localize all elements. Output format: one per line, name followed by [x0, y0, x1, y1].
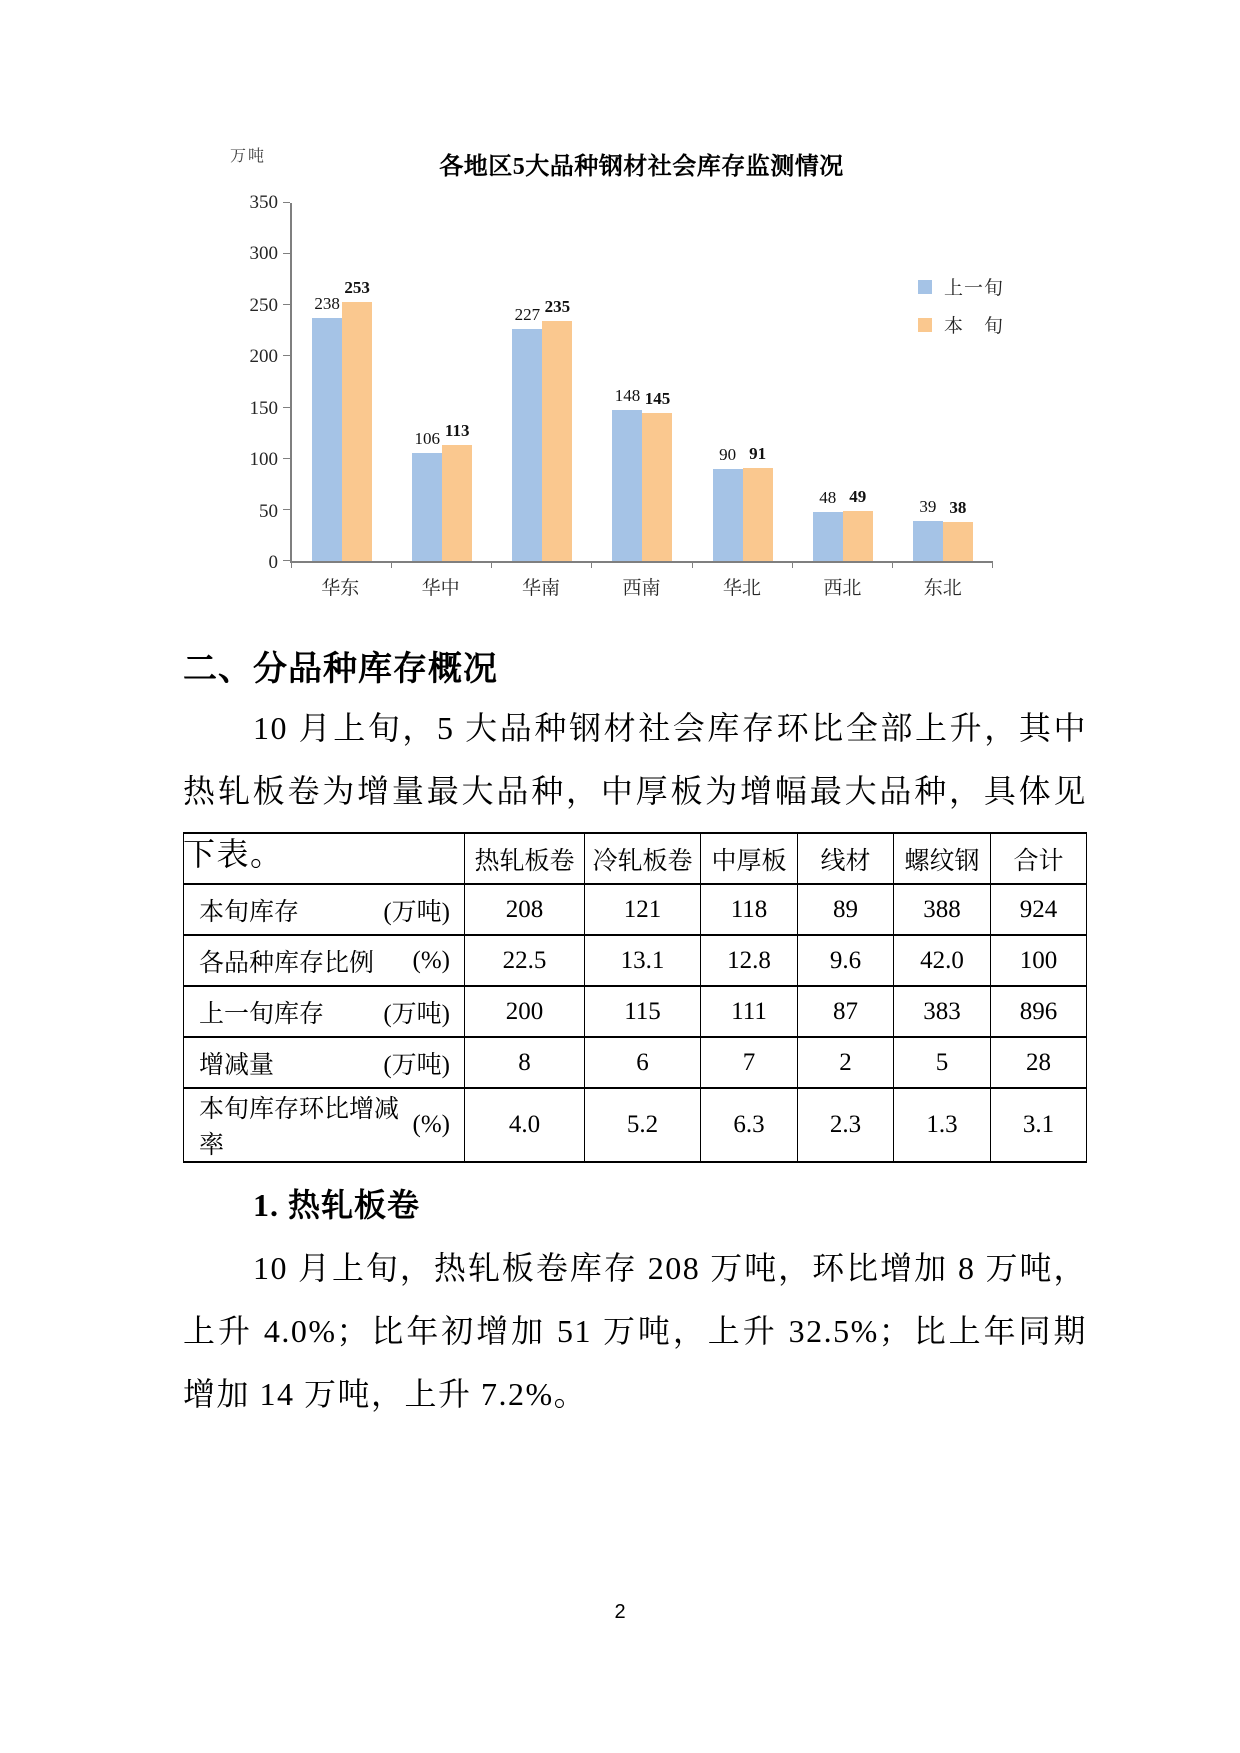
table-value-cell: 12.8: [701, 935, 798, 986]
y-tick-mark: [283, 355, 290, 356]
table-value-cell: 115: [585, 986, 701, 1037]
bar-value-label: 38: [949, 498, 967, 518]
table-value-cell: 22.5: [465, 935, 585, 986]
y-tick-mark: [283, 304, 290, 305]
bar-本旬-华南: [542, 296, 572, 561]
table-value-cell: 5: [894, 1037, 991, 1088]
table-value-cell: 8: [465, 1037, 585, 1088]
bar-value-label: 145: [644, 388, 671, 408]
inventory-table: [183, 832, 1087, 1163]
table-col-header: 冷轧板卷: [585, 833, 701, 884]
bar-group-华中: [392, 203, 492, 561]
table-value-cell: 4.0: [465, 1088, 585, 1162]
row-label-text: 增减量: [199, 1051, 275, 1079]
chart-plot-area: [290, 203, 993, 563]
row-unit-text: (万吨): [383, 1051, 450, 1079]
table-row: [184, 935, 1087, 986]
table-value-cell: 896: [991, 986, 1087, 1037]
table-value-cell: 121: [585, 884, 701, 935]
bar-本旬-华东: [342, 278, 372, 561]
page-number: 2: [614, 1601, 626, 1623]
row-label-cell: [184, 1088, 465, 1162]
table-row: [184, 1088, 1087, 1162]
bar-group-华东: [292, 203, 392, 561]
y-axis-tick-labels: [230, 192, 278, 573]
y-tick-label-350: 350: [249, 192, 278, 213]
table-value-cell: 6.3: [701, 1088, 798, 1162]
x-axis-label-华北: 华北: [722, 578, 761, 599]
x-tick-mark: [491, 561, 492, 568]
table-value-cell: 89: [798, 884, 894, 935]
bar-value-label: 113: [444, 421, 470, 441]
table-value-cell: 7: [701, 1037, 798, 1088]
row-label-cell: [184, 1037, 465, 1088]
y-tick-label-150: 150: [249, 397, 278, 419]
bar-本旬-西南: [642, 388, 672, 561]
row-unit-text: (万吨): [383, 898, 450, 926]
bar-value-label: 106: [414, 428, 440, 448]
row-label-cell: [184, 986, 465, 1037]
y-tick-mark: [283, 560, 290, 561]
x-axis-label-华中: 华中: [421, 578, 460, 599]
y-tick-mark: [283, 407, 290, 408]
chart-unit-label: 万吨: [230, 148, 267, 165]
row-label: [184, 994, 464, 1030]
x-axis-label-东北: 东北: [923, 578, 962, 599]
legend-item-本 旬: [918, 311, 1004, 338]
x-tick-mark: [992, 561, 993, 568]
bar-group-华南: [492, 203, 592, 561]
bar-value-label: 49: [849, 486, 867, 506]
x-axis-category-labels: [290, 573, 993, 600]
row-label-text: 本旬库存环比增减率: [199, 1096, 400, 1159]
bar-本旬-西北: [843, 486, 873, 561]
bar-上一旬-华南: [512, 304, 542, 561]
table-col-header: 合计: [991, 833, 1087, 884]
y-tick-mark: [283, 458, 290, 459]
table-value-cell: 42.0: [894, 935, 991, 986]
bar-value-label: 39: [919, 497, 937, 517]
row-label: [184, 1089, 464, 1161]
bar-上一旬-西北: [813, 487, 843, 561]
y-tick-mark: [283, 509, 290, 510]
bar-group-西北: [793, 203, 893, 561]
bar-value-label: 148: [614, 385, 641, 405]
y-tick-label-100: 100: [249, 449, 278, 471]
y-tick-mark: [283, 202, 290, 203]
bar-上一旬-东北: [913, 497, 943, 561]
bar-group-西南: [592, 203, 692, 561]
x-tick-mark: [291, 561, 292, 568]
x-axis-label-西南: 西南: [622, 578, 661, 599]
table-value-cell: 100: [991, 935, 1087, 986]
table-value-cell: 383: [894, 986, 991, 1037]
bar-value-label: 235: [544, 296, 571, 316]
section-paragraph: 10 月上旬，5 大品种钢材社会库存环比全部上升，其中热轧板卷为增量最大品种，中厚板为增幅最大品种，具体见下表。: [183, 710, 1087, 872]
section-heading: 二、分品种库存概况: [183, 651, 498, 688]
row-label-text: 各品种库存比例: [199, 949, 375, 977]
bar-value-label: 48: [819, 487, 837, 507]
table-value-cell: 2: [798, 1037, 894, 1088]
y-tick-label-300: 300: [249, 243, 278, 265]
row-label: [184, 892, 464, 928]
x-axis-label-西北: 西北: [823, 578, 862, 599]
y-tick-label-200: 200: [249, 346, 278, 368]
x-tick-mark: [692, 561, 693, 568]
row-label-cell: [184, 935, 465, 986]
bar-上一旬-西南: [612, 385, 642, 561]
table-value-cell: 6: [585, 1037, 701, 1088]
y-tick-label-0: 0: [268, 552, 278, 573]
legend-swatch-icon: [918, 280, 932, 294]
x-axis-label-华东: 华东: [321, 578, 360, 599]
x-tick-mark: [391, 561, 392, 568]
row-unit-text: (%): [412, 946, 450, 974]
bar-本旬-东北: [943, 498, 973, 561]
row-label-cell: [184, 884, 465, 935]
bar-value-label: 253: [344, 278, 370, 298]
table-value-cell: 87: [798, 986, 894, 1037]
table-value-cell: 388: [894, 884, 991, 935]
table-value-cell: 5.2: [585, 1088, 701, 1162]
legend-label: 本 旬: [944, 316, 1005, 337]
bar-value-label: 238: [314, 293, 340, 313]
x-tick-mark: [892, 561, 893, 568]
bar-上一旬-华中: [412, 428, 442, 561]
row-label: [184, 943, 464, 979]
bar-上一旬-华北: [713, 444, 743, 561]
x-tick-mark: [591, 561, 592, 568]
table-col-header: 热轧板卷: [465, 833, 585, 884]
bar-本旬-华北: [743, 443, 773, 561]
legend-label: 上一旬: [944, 278, 1005, 299]
table-value-cell: 200: [465, 986, 585, 1037]
bar-本旬-华中: [442, 421, 472, 561]
bar-value-label: 227: [514, 304, 541, 324]
chart-legend: [918, 273, 1004, 349]
subsection-paragraph: 10 月上旬，热轧板卷库存 208 万吨，环比增加 8 万吨，上升 4.0%；比年初增加 51 万吨，上升 32.5%；比上年同期增加 14 万吨，上升 7.2%。: [183, 1250, 1087, 1412]
table-value-cell: 13.1: [585, 935, 701, 986]
table-value-cell: 118: [701, 884, 798, 935]
row-label: [184, 1045, 464, 1081]
bar-上一旬-华东: [312, 293, 342, 561]
table-value-cell: 1.3: [894, 1088, 991, 1162]
table-corner-cell: [184, 833, 465, 884]
row-label-text: 上一旬库存: [199, 1000, 325, 1028]
table-value-cell: 208: [465, 884, 585, 935]
regional-inventory-chart: [230, 140, 1090, 620]
table-col-header: 中厚板: [701, 833, 798, 884]
bar-value-label: 91: [749, 443, 767, 463]
row-unit-text: (万吨): [383, 1000, 450, 1028]
table-header: [184, 833, 1087, 884]
legend-swatch-icon: [918, 318, 932, 332]
x-axis-label-华南: 华南: [522, 578, 561, 599]
table-value-cell: 3.1: [991, 1088, 1087, 1162]
chart-title: 各地区5大品种钢材社会库存监测情况: [439, 154, 844, 180]
legend-item-上一旬: [918, 273, 1004, 300]
table-row: [184, 884, 1087, 935]
y-tick-label-250: 250: [249, 294, 278, 316]
y-tick-mark: [283, 253, 290, 254]
table-value-cell: 9.6: [798, 935, 894, 986]
table-col-header: 螺纹钢: [894, 833, 991, 884]
table-col-header: 线材: [798, 833, 894, 884]
table-value-cell: 111: [701, 986, 798, 1037]
subsection-heading: 1. 热轧板卷: [253, 1187, 421, 1223]
bar-group-东北: [893, 203, 993, 561]
row-label-text: 本旬库存: [199, 898, 300, 926]
table-value-cell: 924: [991, 884, 1087, 935]
table-value-cell: 28: [991, 1037, 1087, 1088]
row-unit-text: (%): [412, 1111, 450, 1138]
y-tick-label-50: 50: [259, 500, 278, 522]
bar-value-label: 90: [719, 444, 737, 464]
table-row: [184, 1037, 1087, 1088]
table-row: [184, 986, 1087, 1037]
table-value-cell: 2.3: [798, 1088, 894, 1162]
bar-group-华北: [693, 203, 793, 561]
x-tick-mark: [792, 561, 793, 568]
